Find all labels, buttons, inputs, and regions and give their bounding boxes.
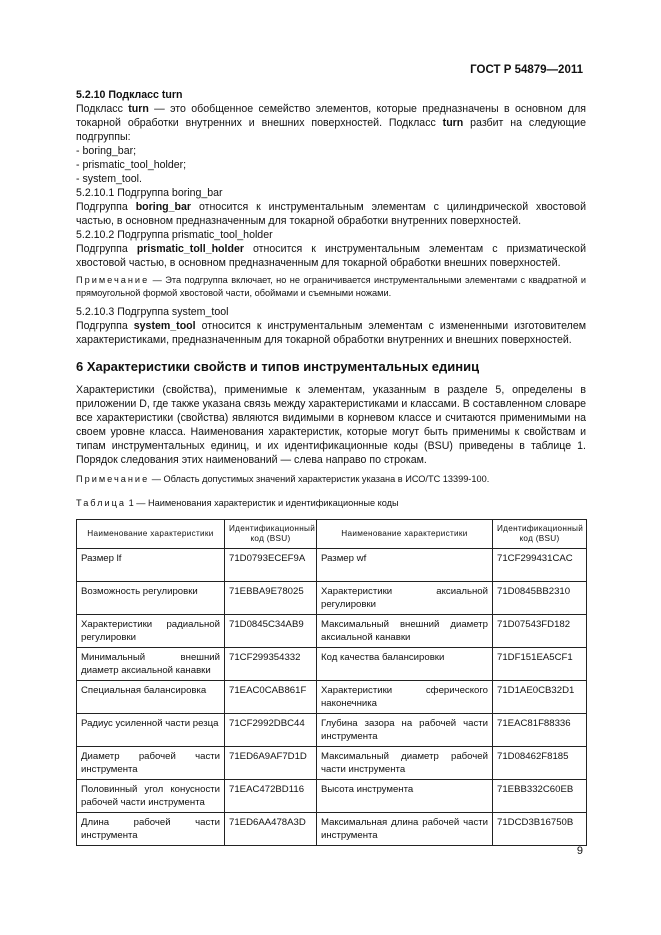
cell-name: Специальная балансировка [77,681,225,714]
column-header-name: Наименование характеристики [77,520,225,549]
table-row [77,681,587,714]
cell-name: Характеристики аксиальной регулировки [317,582,493,615]
cell-name: Максимальный диаметр рабочей части инструмента [317,747,493,780]
column-header-code: Идентификационный код (BSU) [225,520,317,549]
characteristics-table [76,519,587,846]
cell-code: 71CF299354332 [225,648,317,681]
table-row [77,549,587,582]
note-text: — Область допустимых значений характеристик указана в ИСО/ТС 13399-100. [149,474,490,484]
cell-code: 71ED6AA478A3D [225,813,317,846]
list-item: - system_tool. [76,173,142,185]
table-row [77,714,587,747]
cell-name: Размер lf [77,549,225,582]
cell-code: 71D08462F8185 [493,747,587,780]
table-header-row [77,520,587,549]
paragraph-boring-bar [76,200,586,228]
cell-name: Возможность регулировки [77,582,225,615]
text: относится к инструментальным элементам с цилиндрической хвостовой частью, в основном предназначенным для токарной обработки внутренних поверхностей. [76,201,586,227]
cell-name: Код качества балансировки [317,648,493,681]
paragraph-prismatic-tool-holder [76,242,586,270]
subsection-heading-5-2-10-3: 5.2.10.3 Подгруппа system_tool [76,306,229,318]
section-heading-6: 6 Характеристики свойств и типов инструментальных единиц [76,359,480,374]
cell-name: Характеристики радиальной регулировки [77,615,225,648]
cell-name: Максимальная длина рабочей части инструмента [317,813,493,846]
term-turn: turn [128,103,149,115]
note-1 [76,274,586,300]
cell-code: 71D07543FD182 [493,615,587,648]
table-row [77,648,587,681]
table-caption [76,496,586,510]
note-label: Примечание [76,275,150,285]
subsection-heading-5-2-10-1: 5.2.10.1 Подгруппа boring_bar [76,187,223,199]
text: — это обобщенное семейство элементов, которые предназначены в основном для токарной обработки внутренних и внешних поверхностей. Подкласс [76,103,586,129]
document-header: ГОСТ Р 54879—2011 [470,64,583,76]
term-system-tool: system_tool [133,320,196,332]
list-item: - prismatic_tool_holder; [76,159,187,171]
text: разбит на следующие подгруппы: [76,117,586,143]
cell-code: 71D0845BB2310 [493,582,587,615]
paragraph-characteristics: Характеристики (свойства), применимые к элементам, указанным в разделе 5, определены в приложении D, где также указана связь между характеристиками и классами. В составленном словаре все характеристики (свойства) являются видимыми в корневом классе и считаются применимыми на своем уровне класса. Наименования характеристик, которые могут быть применимы к свойствам и типам инструментальных единиц, и их идентификационные коды (BSU) приведены в таблице 1. Порядок следования этих наименований — слева направо по строкам. [76,384,586,466]
section-heading-5-2-10: 5.2.10 Подкласс turn [76,89,183,101]
cell-name: Диаметр рабочей части инструмента [77,747,225,780]
cell-code: 71DCD3B16750B [493,813,587,846]
term-turn: turn [442,117,464,129]
page-number: 9 [576,845,583,857]
list-item: - boring_bar; [76,145,137,157]
paragraph-turn [76,102,586,144]
note-text: — Эта подгруппа включает, но не ограничивается инструментальными элементами с квадратной и прямоугольной формой хвостовой части, обоймами и съемными ножами. [76,275,586,298]
table-row [77,615,587,648]
caption-label: Таблица [76,498,127,508]
cell-name: Радиус усиленной части резца [77,714,225,747]
page-content [76,88,586,846]
table-row [77,582,587,615]
cell-code: 71DF151EA5CF1 [493,648,587,681]
cell-name: Высота инструмента [317,780,493,813]
text: Подгруппа [76,243,137,255]
cell-name: Размер wf [317,549,493,582]
column-header-code: Идентификационный код (BSU) [493,520,587,549]
subsection-heading-5-2-10-2: 5.2.10.2 Подгруппа prismatic_tool_holder [76,229,273,241]
cell-name: Максимальный внешний диаметр аксиальной канавки [317,615,493,648]
cell-code: 71EAC472BD116 [225,780,317,813]
cell-code: 71ED6A9AF7D1D [225,747,317,780]
text: Подгруппа [76,201,136,213]
note-2 [76,473,586,486]
table-row [77,813,587,846]
paragraph-system-tool [76,319,586,347]
cell-code: 71CF2992DBC44 [225,714,317,747]
cell-name: Половинный угол конусности рабочей части инструмента [77,780,225,813]
cell-code: 71EAC0CAB861F [225,681,317,714]
table-row [77,780,587,813]
text: Подгруппа [76,320,134,332]
term-prismatic-toll-holder: prismatic_toll_holder [136,243,244,255]
text: относится к инструментальным элементам с измененными изготовителем характеристиками, предназначенным для токарной обработки внутренних и внешних поверхностей. [76,320,586,346]
cell-name: Характеристики сферического наконечника [317,681,493,714]
cell-code: 71CF299431CAC [493,549,587,582]
cell-code: 71EAC81F88336 [493,714,587,747]
cell-name: Глубина зазора на рабочей части инструмента [317,714,493,747]
term-boring-bar: boring_bar [135,201,192,213]
table-row [77,747,587,780]
cell-code: 71D0845C34AB9 [225,615,317,648]
cell-name: Длина рабочей части инструмента [77,813,225,846]
note-label: Примечание [76,474,150,484]
text: относится к инструментальным элементам с призматической хвостовой частью, в основном предназначенным для токарной обработки внешних поверхностей. [76,243,586,269]
cell-code: 71EBBA9E78025 [225,582,317,615]
cell-code: 71EBB332C60EB [493,780,587,813]
cell-code: 71D1AE0CB32D1 [493,681,587,714]
caption-text: 1 — Наименования характеристик и идентификационные коды [126,498,399,508]
text: Подкласс [76,103,129,115]
cell-name: Минимальный внешний диаметр аксиальной канавки [77,648,225,681]
column-header-name: Наименование характеристики [317,520,493,549]
cell-code: 71D0793ECEF9A [225,549,317,582]
